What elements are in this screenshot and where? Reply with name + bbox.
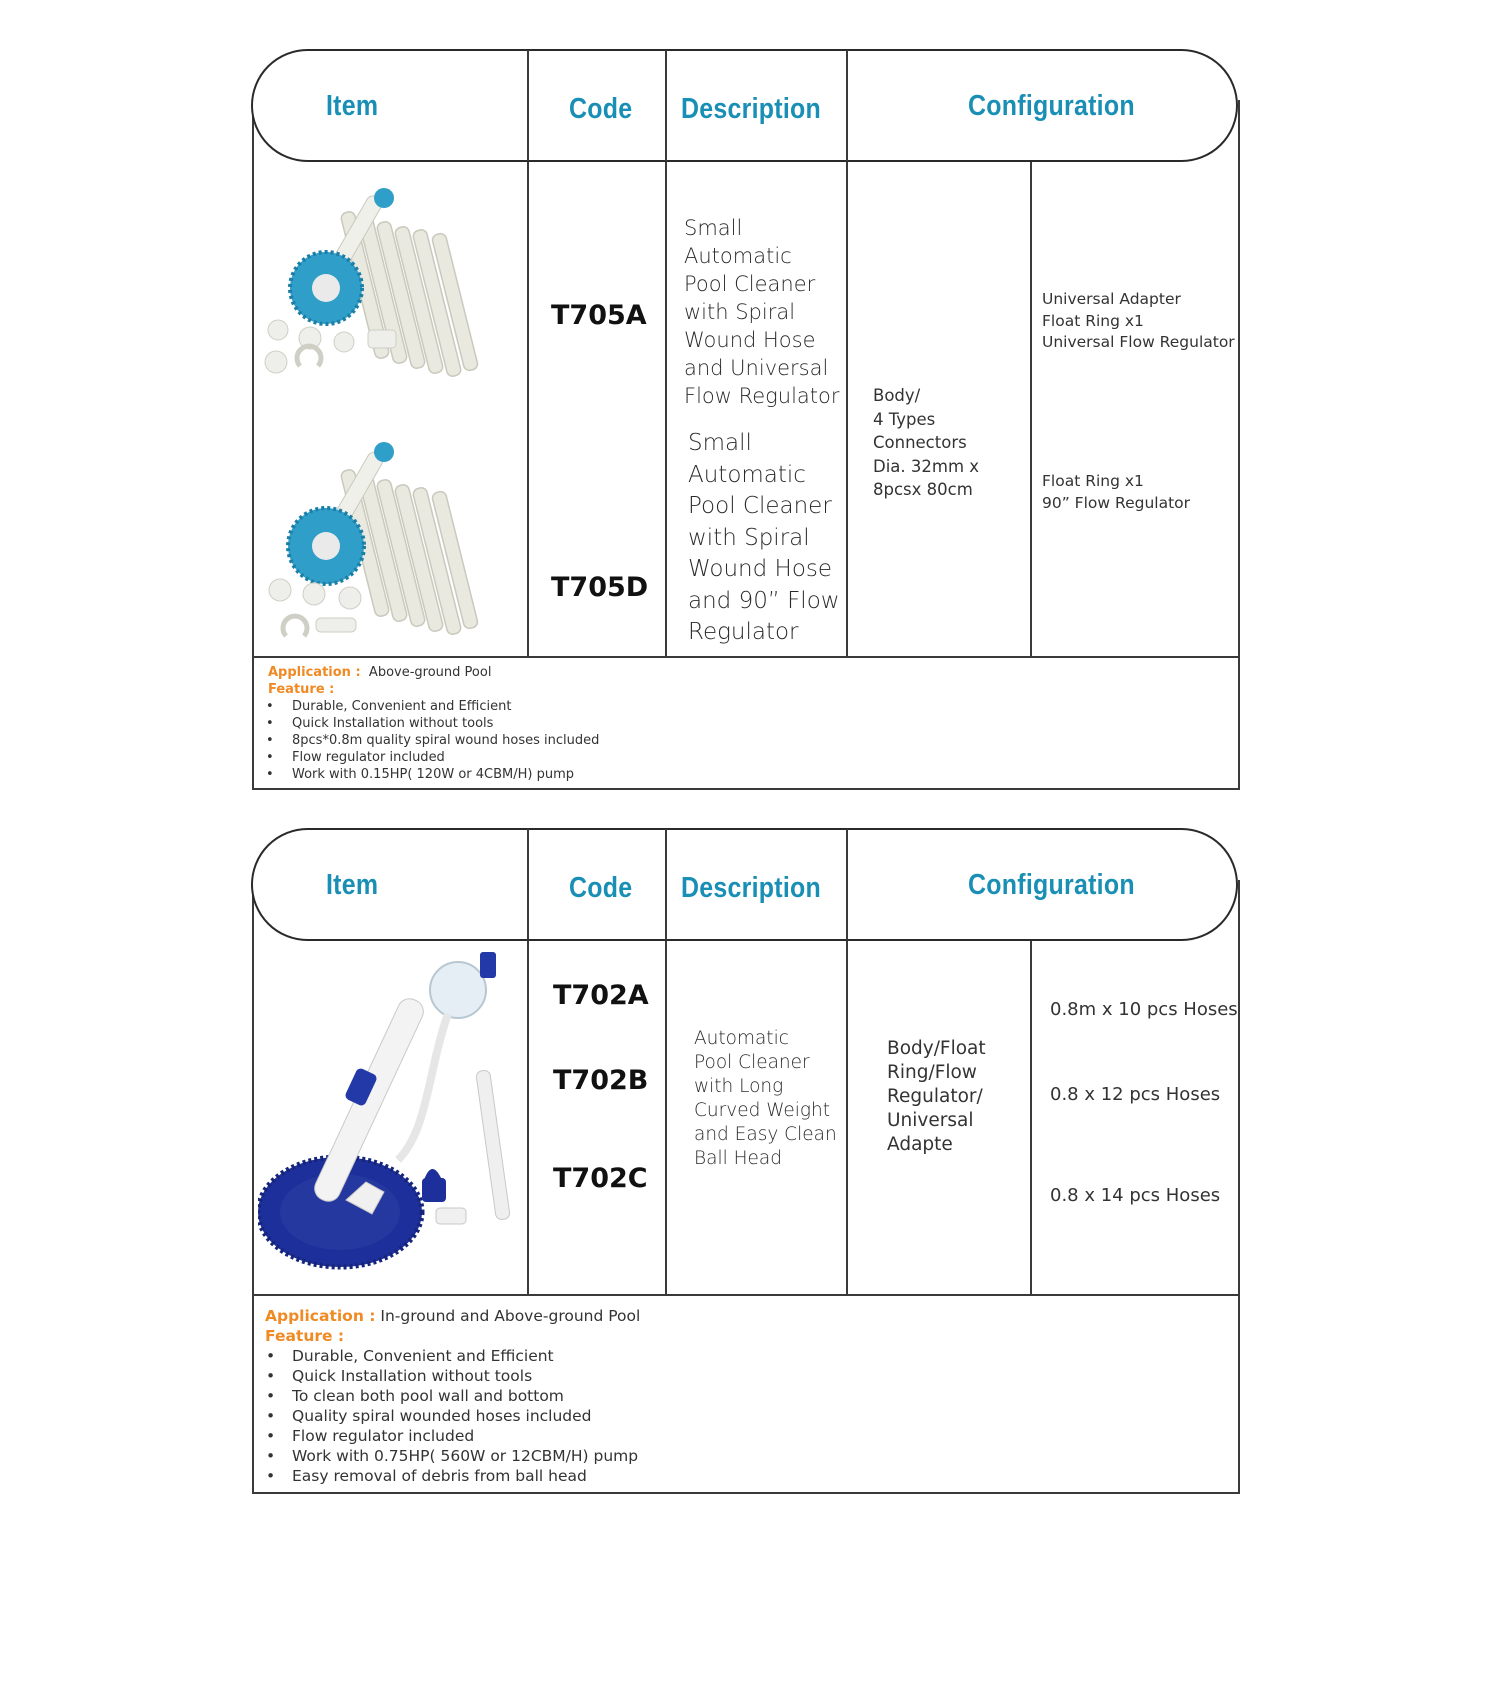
list-item: • Quick Installation without tools [266, 1366, 640, 1386]
product-code: T705D [551, 572, 649, 603]
application-value: In-ground and Above-ground Pool [380, 1307, 641, 1325]
header-code: Code [569, 93, 633, 125]
header-configuration: Configuration [968, 90, 1135, 122]
list-item: • To clean both pool wall and bottom [266, 1386, 640, 1406]
config-specific: 0.8 x 12 pcs Hoses [1050, 1084, 1221, 1105]
header-divider [846, 50, 848, 161]
header-item: Item [326, 869, 379, 901]
list-item: • Easy removal of debris from ball head [266, 1466, 640, 1486]
table-border-right [1238, 100, 1240, 790]
product-image-t702 [258, 950, 522, 1275]
list-item: • Flow regulator included [266, 749, 599, 766]
header-divider [527, 50, 529, 161]
config-shared: Body/Float Ring/Flow Regulator/ Universal Adapte [887, 1038, 986, 1155]
header-description: Description [681, 93, 822, 125]
header-divider [665, 829, 667, 940]
config-specific: Universal Adapter Float Ring x1 Universal Flow Regulator [1042, 290, 1235, 351]
config-specific: Float Ring x1 90” Flow Regulator [1042, 472, 1190, 512]
table-border-right [1238, 880, 1240, 1494]
application-label: Application : [265, 1307, 376, 1325]
product-image-t705a [258, 170, 480, 390]
table-border-bottom [252, 1492, 1240, 1494]
list-item: • Flow regulator included [266, 1426, 640, 1446]
feature-label: Feature : [265, 1327, 345, 1345]
header-divider [846, 829, 848, 940]
list-item: • Durable, Convenient and Efficient [266, 698, 599, 715]
header-divider [527, 829, 529, 940]
list-item: • Work with 0.75HP( 560W or 12CBM/H) pump [266, 1446, 640, 1466]
list-item: • Quality spiral wounded hoses included [266, 1406, 640, 1426]
product-description: Small Automatic Pool Cleaner with Spiral Wound Hose and Universal Flow Regulator [684, 216, 840, 408]
application-label: Application : [268, 665, 361, 680]
table-border-bottom [252, 788, 1240, 790]
product-code: T705A [551, 300, 647, 331]
list-item: • Durable, Convenient and Efficient [266, 1346, 640, 1366]
feature-list [266, 1346, 640, 1486]
list-item: • Quick Installation without tools [266, 715, 599, 732]
application-value: Above-ground Pool [368, 665, 492, 680]
row-divider [252, 1294, 1240, 1296]
table-border-left [252, 100, 254, 790]
config-shared: Body/ 4 Types Connectors Dia. 32mm x 8pcsx 80cm [873, 386, 980, 499]
product-description: Automatic Pool Cleaner with Long Curved Weight and Easy Clean Ball Head [694, 1028, 837, 1169]
product-image-t705d [258, 428, 480, 650]
table-border-left [252, 880, 254, 1494]
config-specific: 0.8 x 14 pcs Hoses [1050, 1185, 1221, 1206]
list-item: • Work with 0.15HP( 120W or 4CBM/H) pump [266, 766, 599, 783]
config-specific: 0.8m x 10 pcs Hoses [1050, 999, 1238, 1020]
product-notes [268, 664, 599, 783]
product-notes [265, 1306, 640, 1486]
header-code: Code [569, 872, 633, 904]
row-divider [252, 656, 1240, 658]
feature-label: Feature : [268, 682, 335, 697]
product-code: T702B [553, 1065, 649, 1096]
header-divider [665, 50, 667, 161]
header-configuration: Configuration [968, 869, 1135, 901]
header-description: Description [681, 872, 822, 904]
product-code: T702C [553, 1163, 648, 1194]
product-description: Small Automatic Pool Cleaner with Spiral Wound Hose and 90” Flow Regulator [688, 430, 840, 645]
list-item: • 8pcs*0.8m quality spiral wound hoses included [266, 732, 599, 749]
col-divider-config-sub [1030, 940, 1032, 1295]
feature-list [266, 698, 599, 783]
product-code: T702A [553, 980, 649, 1011]
header-item: Item [326, 90, 379, 122]
col-divider-config-sub [1030, 162, 1032, 657]
